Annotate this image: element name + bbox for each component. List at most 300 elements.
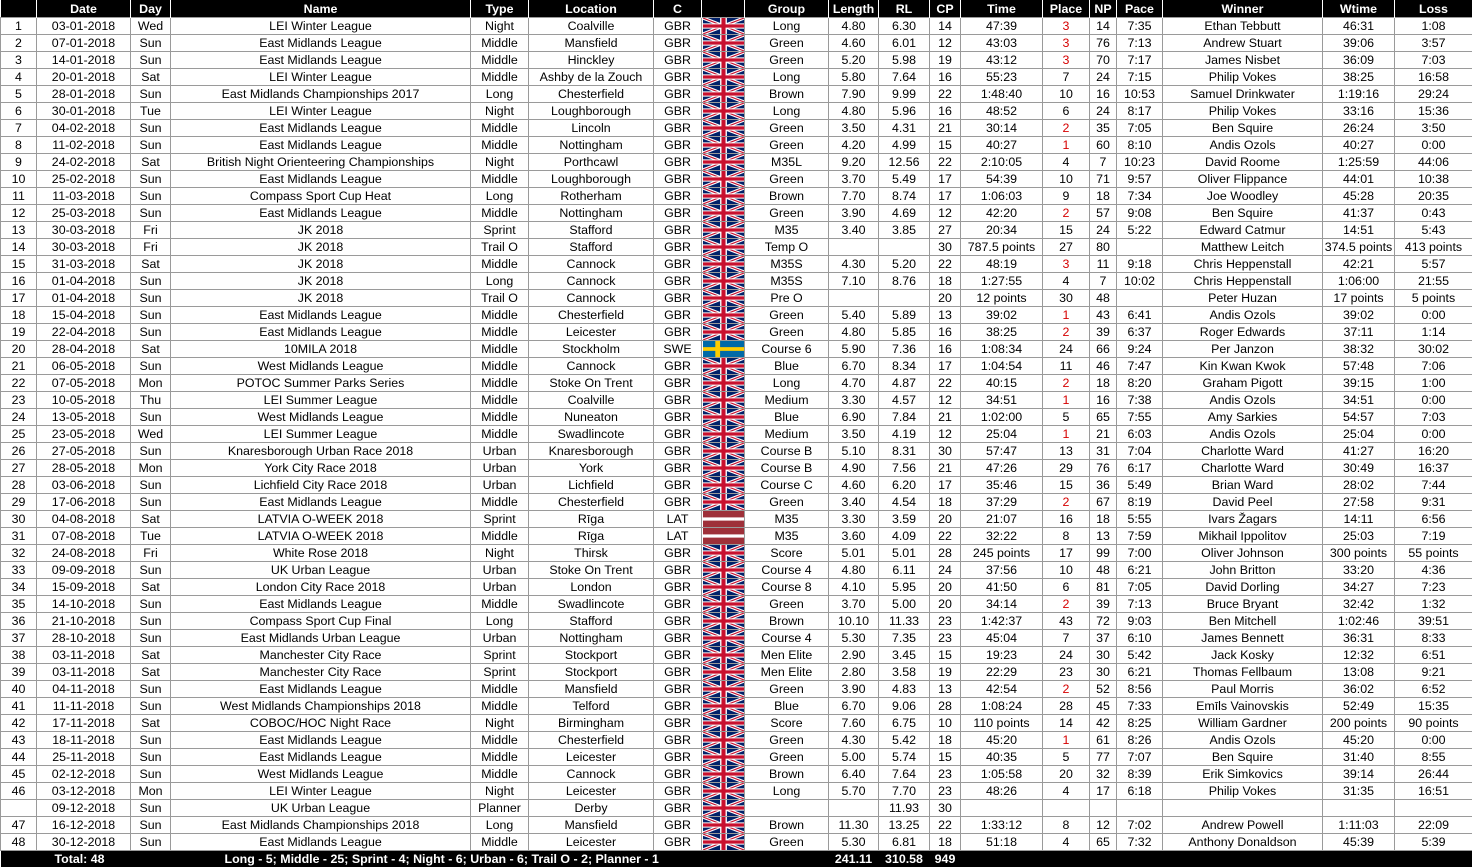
flag-cell bbox=[702, 715, 745, 732]
table-row[interactable] bbox=[1, 409, 1472, 426]
wtime-cell: 34:27 bbox=[1323, 579, 1395, 596]
loss-cell: 16:37 bbox=[1395, 460, 1472, 477]
np-cell: 48 bbox=[1090, 290, 1117, 307]
length-cell: 5.30 bbox=[829, 834, 879, 851]
location-cell: Chesterfield bbox=[529, 86, 654, 103]
gbr-flag-icon bbox=[703, 188, 744, 204]
table-row[interactable] bbox=[1, 69, 1472, 86]
rl-cell: 5.95 bbox=[879, 579, 930, 596]
table-row[interactable] bbox=[1, 103, 1472, 120]
rl-cell: 5.96 bbox=[879, 103, 930, 120]
type-cell: Sprint bbox=[471, 664, 529, 681]
pace-cell: 7:13 bbox=[1117, 596, 1163, 613]
rl-cell: 5.49 bbox=[879, 171, 930, 188]
wtime-cell: 1:06:00 bbox=[1323, 273, 1395, 290]
pace-cell: 7:34 bbox=[1117, 188, 1163, 205]
table-row[interactable] bbox=[1, 766, 1472, 783]
day-cell: Sat bbox=[131, 715, 171, 732]
row-index-cell: 48 bbox=[1, 834, 37, 851]
location-cell: Thirsk bbox=[529, 545, 654, 562]
header-np[interactable]: NP bbox=[1090, 0, 1117, 18]
gbr-flag-icon bbox=[703, 35, 744, 51]
location-cell: Stoke On Trent bbox=[529, 375, 654, 392]
country-code-cell: GBR bbox=[654, 18, 702, 35]
header-pace[interactable]: Pace bbox=[1117, 0, 1163, 18]
cp-cell: 15 bbox=[930, 647, 961, 664]
np-cell: 21 bbox=[1090, 426, 1117, 443]
table-row[interactable] bbox=[1, 341, 1472, 358]
wtime-cell: 32:42 bbox=[1323, 596, 1395, 613]
rl-cell: 8.76 bbox=[879, 273, 930, 290]
country-code-cell: GBR bbox=[654, 256, 702, 273]
header-location[interactable]: Location bbox=[529, 0, 654, 18]
group-cell: Green bbox=[745, 137, 829, 154]
header-cp[interactable]: CP bbox=[930, 0, 961, 18]
footer-summary: Long - 5; Middle - 25; Sprint - 4; Night - 6; Urban - 6; Trail O - 2; Planner - 1 bbox=[171, 851, 829, 867]
flag-cell bbox=[702, 256, 745, 273]
table-row[interactable] bbox=[1, 120, 1472, 137]
np-cell: 43 bbox=[1090, 307, 1117, 324]
table-row[interactable] bbox=[1, 137, 1472, 154]
np-cell: 14 bbox=[1090, 18, 1117, 35]
header-name[interactable]: Name bbox=[171, 0, 471, 18]
length-cell bbox=[829, 800, 879, 817]
gbr-flag-icon bbox=[703, 69, 744, 85]
place-cell: 29 bbox=[1043, 460, 1090, 477]
cp-cell: 28 bbox=[930, 545, 961, 562]
type-cell: Night bbox=[471, 18, 529, 35]
row-index-cell: 14 bbox=[1, 239, 37, 256]
flag-cell bbox=[702, 511, 745, 528]
wtime-cell: 34:51 bbox=[1323, 392, 1395, 409]
length-cell: 10.10 bbox=[829, 613, 879, 630]
row-index-cell: 3 bbox=[1, 52, 37, 69]
day-cell: Wed bbox=[131, 18, 171, 35]
row-index-cell: 33 bbox=[1, 562, 37, 579]
table-row[interactable] bbox=[1, 188, 1472, 205]
group-cell: Medium bbox=[745, 426, 829, 443]
location-cell: Stockport bbox=[529, 664, 654, 681]
place-cell: 6 bbox=[1043, 579, 1090, 596]
row-index-cell: 24 bbox=[1, 409, 37, 426]
event-name-cell: JK 2018 bbox=[171, 256, 471, 273]
time-cell: 45:20 bbox=[961, 732, 1043, 749]
time-cell: 48:26 bbox=[961, 783, 1043, 800]
rl-cell: 6.30 bbox=[879, 18, 930, 35]
np-cell: 39 bbox=[1090, 596, 1117, 613]
np-cell: 36 bbox=[1090, 477, 1117, 494]
group-cell: Pre O bbox=[745, 290, 829, 307]
header-winner[interactable]: Winner bbox=[1163, 0, 1323, 18]
winner-cell: Anthony Donaldson bbox=[1163, 834, 1323, 851]
gbr-flag-icon bbox=[703, 732, 744, 748]
table-row[interactable] bbox=[1, 664, 1472, 681]
group-cell: Green bbox=[745, 307, 829, 324]
loss-cell: 9:21 bbox=[1395, 664, 1472, 681]
type-cell: Middle bbox=[471, 375, 529, 392]
table-row[interactable] bbox=[1, 375, 1472, 392]
rl-cell: 6.11 bbox=[879, 562, 930, 579]
np-cell: 65 bbox=[1090, 409, 1117, 426]
table-row[interactable] bbox=[1, 698, 1472, 715]
time-cell: 34:51 bbox=[961, 392, 1043, 409]
group-cell: Course C bbox=[745, 477, 829, 494]
time-cell: 41:50 bbox=[961, 579, 1043, 596]
time-cell: 1:08:34 bbox=[961, 341, 1043, 358]
length-cell: 6.70 bbox=[829, 358, 879, 375]
footer-length-sum: 241.11 bbox=[829, 851, 879, 867]
table-row[interactable] bbox=[1, 647, 1472, 664]
wtime-cell: 52:49 bbox=[1323, 698, 1395, 715]
cp-cell: 23 bbox=[930, 783, 961, 800]
country-code-cell: GBR bbox=[654, 222, 702, 239]
location-cell: Cannock bbox=[529, 273, 654, 290]
date-cell: 17-06-2018 bbox=[37, 494, 131, 511]
header-group[interactable]: Group bbox=[745, 0, 829, 18]
event-name-cell: LEI Winter League bbox=[171, 18, 471, 35]
location-cell: Porthcawl bbox=[529, 154, 654, 171]
row-index-cell: 9 bbox=[1, 154, 37, 171]
time-cell: 37:29 bbox=[961, 494, 1043, 511]
table-row[interactable] bbox=[1, 86, 1472, 103]
rl-cell: 3.45 bbox=[879, 647, 930, 664]
wtime-cell: 28:02 bbox=[1323, 477, 1395, 494]
event-name-cell: JK 2018 bbox=[171, 239, 471, 256]
table-row[interactable] bbox=[1, 681, 1472, 698]
row-index-cell: 20 bbox=[1, 341, 37, 358]
group-cell: Medium bbox=[745, 392, 829, 409]
header-date[interactable]: Date bbox=[37, 0, 131, 18]
np-cell: 70 bbox=[1090, 52, 1117, 69]
country-code-cell: GBR bbox=[654, 613, 702, 630]
wtime-cell bbox=[1323, 800, 1395, 817]
country-code-cell: GBR bbox=[654, 375, 702, 392]
group-cell: M35S bbox=[745, 273, 829, 290]
event-name-cell: LEI Winter League bbox=[171, 69, 471, 86]
event-name-cell: London City Race 2018 bbox=[171, 579, 471, 596]
table-row[interactable] bbox=[1, 222, 1472, 239]
location-cell: Stafford bbox=[529, 222, 654, 239]
event-name-cell: East Midlands League bbox=[171, 171, 471, 188]
group-cell: M35S bbox=[745, 256, 829, 273]
date-cell: 04-02-2018 bbox=[37, 120, 131, 137]
loss-cell: 1:14 bbox=[1395, 324, 1472, 341]
location-cell: Stafford bbox=[529, 239, 654, 256]
length-cell: 4.20 bbox=[829, 137, 879, 154]
day-cell: Sun bbox=[131, 120, 171, 137]
location-cell: Nottingham bbox=[529, 630, 654, 647]
flag-cell bbox=[702, 596, 745, 613]
row-index-cell: 13 bbox=[1, 222, 37, 239]
rl-cell: 4.19 bbox=[879, 426, 930, 443]
header-length[interactable]: Length bbox=[829, 0, 879, 18]
winner-cell: David Peel bbox=[1163, 494, 1323, 511]
np-cell: 99 bbox=[1090, 545, 1117, 562]
length-cell: 2.80 bbox=[829, 664, 879, 681]
pace-cell: 7:17 bbox=[1117, 52, 1163, 69]
winner-cell: Andis Ozols bbox=[1163, 392, 1323, 409]
pace-cell: 8:26 bbox=[1117, 732, 1163, 749]
place-cell: 3 bbox=[1043, 256, 1090, 273]
loss-cell: 9:31 bbox=[1395, 494, 1472, 511]
group-cell: Long bbox=[745, 103, 829, 120]
table-row[interactable] bbox=[1, 817, 1472, 834]
place-cell bbox=[1043, 800, 1090, 817]
length-cell: 4.80 bbox=[829, 324, 879, 341]
location-cell: London bbox=[529, 579, 654, 596]
type-cell: Long bbox=[471, 86, 529, 103]
table-row[interactable] bbox=[1, 834, 1472, 851]
gbr-flag-icon bbox=[703, 222, 744, 238]
gbr-flag-icon bbox=[703, 664, 744, 680]
loss-cell: 15:35 bbox=[1395, 698, 1472, 715]
location-cell: Hinckley bbox=[529, 52, 654, 69]
event-name-cell: East Midlands League bbox=[171, 137, 471, 154]
header-day[interactable]: Day bbox=[131, 0, 171, 18]
table-row[interactable] bbox=[1, 732, 1472, 749]
length-cell: 5.00 bbox=[829, 749, 879, 766]
event-name-cell: East Midlands League bbox=[171, 120, 471, 137]
table-row[interactable] bbox=[1, 290, 1472, 307]
place-cell: 1 bbox=[1043, 426, 1090, 443]
length-cell: 4.80 bbox=[829, 18, 879, 35]
pace-cell bbox=[1117, 290, 1163, 307]
loss-cell: 44:06 bbox=[1395, 154, 1472, 171]
type-cell: Long bbox=[471, 273, 529, 290]
pace-cell: 9:57 bbox=[1117, 171, 1163, 188]
pace-cell: 8:56 bbox=[1117, 681, 1163, 698]
flag-cell bbox=[702, 392, 745, 409]
row-index-cell: 17 bbox=[1, 290, 37, 307]
type-cell: Middle bbox=[471, 426, 529, 443]
flag-cell bbox=[702, 18, 745, 35]
time-cell bbox=[961, 800, 1043, 817]
table-row[interactable] bbox=[1, 800, 1472, 817]
gbr-flag-icon bbox=[703, 171, 744, 187]
gbr-flag-icon bbox=[703, 375, 744, 391]
event-name-cell: York City Race 2018 bbox=[171, 460, 471, 477]
table-row[interactable] bbox=[1, 749, 1472, 766]
table-row[interactable] bbox=[1, 171, 1472, 188]
loss-cell: 5 points bbox=[1395, 290, 1472, 307]
table-row[interactable] bbox=[1, 392, 1472, 409]
day-cell: Sun bbox=[131, 817, 171, 834]
winner-cell: Andis Ozols bbox=[1163, 426, 1323, 443]
wtime-cell: 45:20 bbox=[1323, 732, 1395, 749]
wtime-cell: 37:11 bbox=[1323, 324, 1395, 341]
gbr-flag-icon bbox=[703, 545, 744, 561]
place-cell: 10 bbox=[1043, 562, 1090, 579]
event-name-cell: JK 2018 bbox=[171, 273, 471, 290]
time-cell: 25:04 bbox=[961, 426, 1043, 443]
pace-cell: 6:21 bbox=[1117, 562, 1163, 579]
winner-cell: Philip Vokes bbox=[1163, 103, 1323, 120]
place-cell: 4 bbox=[1043, 834, 1090, 851]
location-cell: Lichfield bbox=[529, 477, 654, 494]
header-flag[interactable] bbox=[702, 0, 745, 18]
gbr-flag-icon bbox=[703, 698, 744, 714]
event-name-cell: West Midlands League bbox=[171, 766, 471, 783]
rl-cell: 6.01 bbox=[879, 35, 930, 52]
location-cell: Nottingham bbox=[529, 205, 654, 222]
time-cell: 21:07 bbox=[961, 511, 1043, 528]
cp-cell: 17 bbox=[930, 171, 961, 188]
header-country[interactable]: C bbox=[654, 0, 702, 18]
time-cell: 43:12 bbox=[961, 52, 1043, 69]
table-row[interactable] bbox=[1, 783, 1472, 800]
time-cell: 2:10:05 bbox=[961, 154, 1043, 171]
place-cell: 1 bbox=[1043, 307, 1090, 324]
table-row[interactable] bbox=[1, 579, 1472, 596]
table-row[interactable] bbox=[1, 18, 1472, 35]
np-cell: 77 bbox=[1090, 749, 1117, 766]
country-code-cell: GBR bbox=[654, 817, 702, 834]
table-row[interactable] bbox=[1, 511, 1472, 528]
length-cell: 6.70 bbox=[829, 698, 879, 715]
cp-cell: 30 bbox=[930, 239, 961, 256]
table-row[interactable] bbox=[1, 443, 1472, 460]
country-code-cell: GBR bbox=[654, 681, 702, 698]
length-cell: 4.30 bbox=[829, 256, 879, 273]
row-index-cell: 23 bbox=[1, 392, 37, 409]
flag-cell bbox=[702, 426, 745, 443]
wtime-cell: 13:08 bbox=[1323, 664, 1395, 681]
time-cell: 1:02:00 bbox=[961, 409, 1043, 426]
gbr-flag-icon bbox=[703, 290, 744, 306]
header-place[interactable]: Place bbox=[1043, 0, 1090, 18]
header-loss[interactable]: Loss bbox=[1395, 0, 1472, 18]
header-rl[interactable]: RL bbox=[879, 0, 930, 18]
flag-cell bbox=[702, 698, 745, 715]
cp-cell: 21 bbox=[930, 120, 961, 137]
event-name-cell: East Midlands League bbox=[171, 324, 471, 341]
winner-cell: Emīls Vainovskis bbox=[1163, 698, 1323, 715]
cp-cell: 13 bbox=[930, 681, 961, 698]
table-row[interactable] bbox=[1, 307, 1472, 324]
table-row[interactable] bbox=[1, 562, 1472, 579]
wtime-cell: 200 points bbox=[1323, 715, 1395, 732]
length-cell: 5.01 bbox=[829, 545, 879, 562]
location-cell: Loughborough bbox=[529, 171, 654, 188]
table-row[interactable] bbox=[1, 239, 1472, 256]
table-row[interactable] bbox=[1, 324, 1472, 341]
day-cell: Tue bbox=[131, 528, 171, 545]
cp-cell: 20 bbox=[930, 290, 961, 307]
event-name-cell: JK 2018 bbox=[171, 222, 471, 239]
loss-cell: 5:43 bbox=[1395, 222, 1472, 239]
date-cell: 04-08-2018 bbox=[37, 511, 131, 528]
rl-cell: 7.70 bbox=[879, 783, 930, 800]
table-row[interactable] bbox=[1, 460, 1472, 477]
cp-cell: 15 bbox=[930, 137, 961, 154]
group-cell: Blue bbox=[745, 698, 829, 715]
table-row[interactable] bbox=[1, 256, 1472, 273]
header-time[interactable]: Time bbox=[961, 0, 1043, 18]
date-cell: 18-11-2018 bbox=[37, 732, 131, 749]
cp-cell: 20 bbox=[930, 579, 961, 596]
header-wtime[interactable]: Wtime bbox=[1323, 0, 1395, 18]
location-cell: York bbox=[529, 460, 654, 477]
event-name-cell: Manchester City Race bbox=[171, 647, 471, 664]
day-cell: Sun bbox=[131, 409, 171, 426]
np-cell: 18 bbox=[1090, 375, 1117, 392]
time-cell: 40:15 bbox=[961, 375, 1043, 392]
type-cell: Long bbox=[471, 817, 529, 834]
winner-cell: Ben Squire bbox=[1163, 749, 1323, 766]
winner-cell: Charlotte Ward bbox=[1163, 443, 1323, 460]
table-row[interactable] bbox=[1, 494, 1472, 511]
row-index-cell: 42 bbox=[1, 715, 37, 732]
flag-cell bbox=[702, 477, 745, 494]
time-cell: 30:14 bbox=[961, 120, 1043, 137]
cp-cell: 19 bbox=[930, 52, 961, 69]
rl-cell: 13.25 bbox=[879, 817, 930, 834]
table-row[interactable] bbox=[1, 273, 1472, 290]
rl-cell: 5.98 bbox=[879, 52, 930, 69]
table-row[interactable] bbox=[1, 52, 1472, 69]
event-name-cell: East Midlands League bbox=[171, 834, 471, 851]
time-cell: 48:52 bbox=[961, 103, 1043, 120]
cp-cell: 23 bbox=[930, 630, 961, 647]
location-cell: Swadlincote bbox=[529, 596, 654, 613]
place-cell: 15 bbox=[1043, 222, 1090, 239]
wtime-cell: 42:21 bbox=[1323, 256, 1395, 273]
pace-cell: 7:59 bbox=[1117, 528, 1163, 545]
country-code-cell: GBR bbox=[654, 171, 702, 188]
table-row[interactable] bbox=[1, 630, 1472, 647]
time-cell: 1:05:58 bbox=[961, 766, 1043, 783]
flag-cell bbox=[702, 562, 745, 579]
table-row[interactable] bbox=[1, 613, 1472, 630]
country-code-cell: GBR bbox=[654, 188, 702, 205]
pace-cell: 5:42 bbox=[1117, 647, 1163, 664]
table-row[interactable] bbox=[1, 205, 1472, 222]
table-row[interactable] bbox=[1, 528, 1472, 545]
table-row[interactable] bbox=[1, 358, 1472, 375]
table-row[interactable] bbox=[1, 715, 1472, 732]
type-cell: Middle bbox=[471, 69, 529, 86]
country-code-cell: GBR bbox=[654, 426, 702, 443]
time-cell: 42:20 bbox=[961, 205, 1043, 222]
place-cell: 9 bbox=[1043, 188, 1090, 205]
type-cell: Middle bbox=[471, 494, 529, 511]
day-cell: Fri bbox=[131, 545, 171, 562]
table-row[interactable] bbox=[1, 545, 1472, 562]
day-cell: Sun bbox=[131, 137, 171, 154]
header-index[interactable] bbox=[1, 0, 37, 18]
np-cell: 30 bbox=[1090, 647, 1117, 664]
date-cell: 14-01-2018 bbox=[37, 52, 131, 69]
header-type[interactable]: Type bbox=[471, 0, 529, 18]
row-index-cell bbox=[1, 800, 37, 817]
type-cell: Night bbox=[471, 783, 529, 800]
np-cell: 31 bbox=[1090, 443, 1117, 460]
table-row[interactable] bbox=[1, 154, 1472, 171]
table-row[interactable] bbox=[1, 35, 1472, 52]
type-cell: Night bbox=[471, 545, 529, 562]
time-cell: 19:23 bbox=[961, 647, 1043, 664]
flag-cell bbox=[702, 188, 745, 205]
country-code-cell: GBR bbox=[654, 205, 702, 222]
np-cell: 65 bbox=[1090, 834, 1117, 851]
group-cell: Course 6 bbox=[745, 341, 829, 358]
flag-cell bbox=[702, 817, 745, 834]
table-row[interactable] bbox=[1, 426, 1472, 443]
table-row[interactable] bbox=[1, 477, 1472, 494]
type-cell: Middle bbox=[471, 137, 529, 154]
table-row[interactable] bbox=[1, 596, 1472, 613]
row-index-cell: 36 bbox=[1, 613, 37, 630]
